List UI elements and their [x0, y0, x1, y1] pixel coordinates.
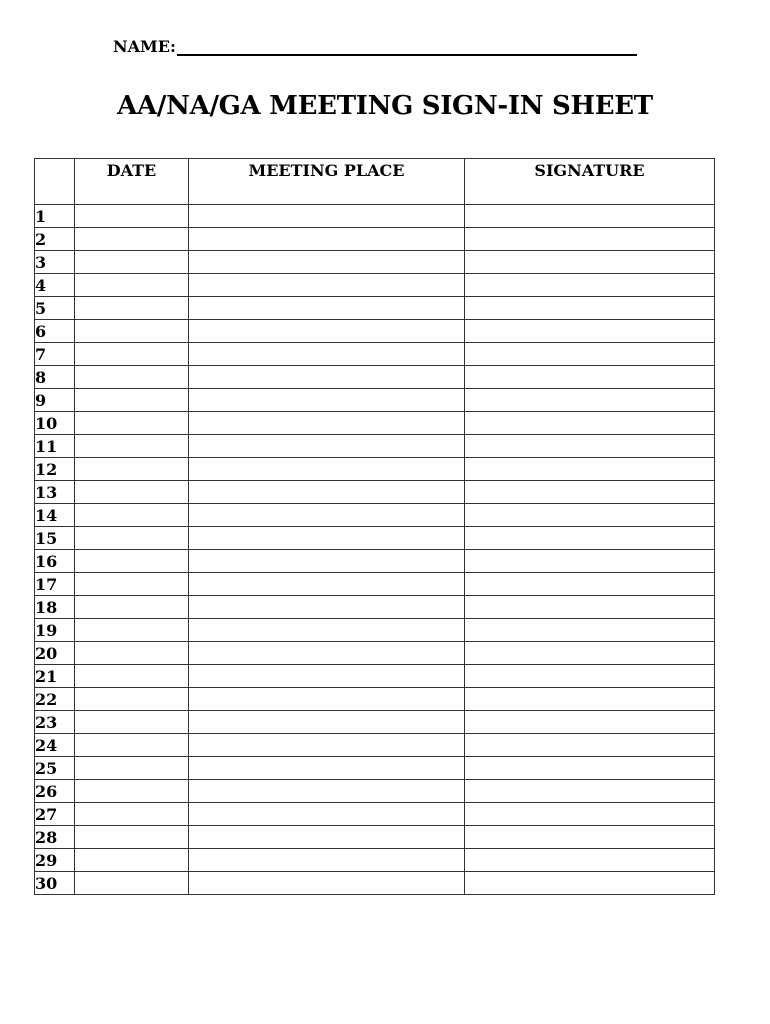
meeting-place-cell[interactable] — [189, 435, 465, 458]
signature-cell[interactable] — [465, 481, 715, 504]
meeting-place-cell[interactable] — [189, 642, 465, 665]
date-cell[interactable] — [75, 596, 189, 619]
table-body — [35, 205, 715, 895]
date-cell[interactable] — [75, 458, 189, 481]
signature-cell[interactable] — [465, 343, 715, 366]
row-number: 29 — [35, 849, 75, 872]
date-cell[interactable] — [75, 205, 189, 228]
meeting-place-cell[interactable] — [189, 228, 465, 251]
meeting-place-cell[interactable] — [189, 251, 465, 274]
signature-cell[interactable] — [465, 274, 715, 297]
row-number: 8 — [35, 366, 75, 389]
table-row — [35, 435, 715, 458]
meeting-place-cell[interactable] — [189, 619, 465, 642]
signature-cell[interactable] — [465, 320, 715, 343]
signature-cell[interactable] — [465, 550, 715, 573]
row-number: 3 — [35, 251, 75, 274]
meeting-place-cell[interactable] — [189, 504, 465, 527]
row-number: 14 — [35, 504, 75, 527]
meeting-place-cell[interactable] — [189, 826, 465, 849]
signature-cell[interactable] — [465, 711, 715, 734]
row-number: 19 — [35, 619, 75, 642]
row-number: 18 — [35, 596, 75, 619]
date-cell[interactable] — [75, 228, 189, 251]
meeting-place-cell[interactable] — [189, 297, 465, 320]
meeting-place-cell[interactable] — [189, 205, 465, 228]
table-row — [35, 274, 715, 297]
signature-cell[interactable] — [465, 458, 715, 481]
page-title: AA/NA/GA MEETING SIGN-IN SHEET — [117, 91, 653, 121]
date-cell[interactable] — [75, 412, 189, 435]
table-row — [35, 366, 715, 389]
row-number: 21 — [35, 665, 75, 688]
name-field — [113, 36, 637, 56]
signature-cell[interactable] — [465, 849, 715, 872]
meeting-place-cell[interactable] — [189, 389, 465, 412]
signature-cell[interactable] — [465, 435, 715, 458]
row-number: 26 — [35, 780, 75, 803]
table-row — [35, 619, 715, 642]
table-row — [35, 251, 715, 274]
date-cell[interactable] — [75, 826, 189, 849]
date-cell[interactable] — [75, 343, 189, 366]
date-cell[interactable] — [75, 711, 189, 734]
column-header-meeting-place: MEETING PLACE — [189, 159, 465, 205]
signature-cell[interactable] — [465, 872, 715, 895]
table-row — [35, 412, 715, 435]
meeting-place-cell[interactable] — [189, 366, 465, 389]
table-row — [35, 573, 715, 596]
row-number: 16 — [35, 550, 75, 573]
table-row — [35, 343, 715, 366]
signature-cell[interactable] — [465, 366, 715, 389]
row-number: 9 — [35, 389, 75, 412]
table-row — [35, 504, 715, 527]
table-row — [35, 205, 715, 228]
meeting-place-cell[interactable] — [189, 412, 465, 435]
row-number: 25 — [35, 757, 75, 780]
signature-cell[interactable] — [465, 757, 715, 780]
date-cell[interactable] — [75, 527, 189, 550]
table-row — [35, 642, 715, 665]
meeting-place-cell[interactable] — [189, 780, 465, 803]
row-number: 27 — [35, 803, 75, 826]
signature-cell[interactable] — [465, 228, 715, 251]
date-cell[interactable] — [75, 366, 189, 389]
meeting-place-cell[interactable] — [189, 458, 465, 481]
row-number: 30 — [35, 872, 75, 895]
signature-cell[interactable] — [465, 688, 715, 711]
meeting-place-cell[interactable] — [189, 596, 465, 619]
signature-cell[interactable] — [465, 251, 715, 274]
meeting-place-cell[interactable] — [189, 665, 465, 688]
table-row — [35, 849, 715, 872]
signature-cell[interactable] — [465, 389, 715, 412]
meeting-place-cell[interactable] — [189, 872, 465, 895]
signature-cell[interactable] — [465, 527, 715, 550]
signature-cell[interactable] — [465, 297, 715, 320]
date-cell[interactable] — [75, 274, 189, 297]
signature-cell[interactable] — [465, 734, 715, 757]
table-row — [35, 803, 715, 826]
date-cell[interactable] — [75, 642, 189, 665]
column-header-number — [35, 159, 75, 205]
meeting-place-cell[interactable] — [189, 343, 465, 366]
row-number: 5 — [35, 297, 75, 320]
date-cell[interactable] — [75, 504, 189, 527]
meeting-place-cell[interactable] — [189, 481, 465, 504]
table-row — [35, 665, 715, 688]
table-row — [35, 389, 715, 412]
table-row — [35, 228, 715, 251]
signature-cell[interactable] — [465, 504, 715, 527]
date-cell[interactable] — [75, 780, 189, 803]
date-cell[interactable] — [75, 573, 189, 596]
date-cell[interactable] — [75, 757, 189, 780]
date-cell[interactable] — [75, 389, 189, 412]
row-number: 23 — [35, 711, 75, 734]
sign-in-table — [34, 158, 715, 895]
signature-cell[interactable] — [465, 642, 715, 665]
row-number: 17 — [35, 573, 75, 596]
date-cell[interactable] — [75, 688, 189, 711]
meeting-place-cell[interactable] — [189, 803, 465, 826]
row-number: 22 — [35, 688, 75, 711]
row-number: 2 — [35, 228, 75, 251]
column-header-date: DATE — [75, 159, 189, 205]
meeting-place-cell[interactable] — [189, 274, 465, 297]
signature-cell[interactable] — [465, 596, 715, 619]
date-cell[interactable] — [75, 849, 189, 872]
signature-cell[interactable] — [465, 205, 715, 228]
table-row — [35, 481, 715, 504]
table-row — [35, 734, 715, 757]
meeting-place-cell[interactable] — [189, 320, 465, 343]
table-row — [35, 458, 715, 481]
meeting-place-cell[interactable] — [189, 688, 465, 711]
row-number: 6 — [35, 320, 75, 343]
meeting-place-cell[interactable] — [189, 734, 465, 757]
meeting-place-cell[interactable] — [189, 757, 465, 780]
row-number: 1 — [35, 205, 75, 228]
table-row — [35, 527, 715, 550]
signature-cell[interactable] — [465, 619, 715, 642]
name-blank-line[interactable] — [177, 36, 637, 56]
table-row — [35, 688, 715, 711]
table-header-row — [35, 159, 715, 205]
row-number: 4 — [35, 274, 75, 297]
row-number: 10 — [35, 412, 75, 435]
meeting-place-cell[interactable] — [189, 527, 465, 550]
date-cell[interactable] — [75, 803, 189, 826]
date-cell[interactable] — [75, 734, 189, 757]
signature-cell[interactable] — [465, 780, 715, 803]
table-row — [35, 757, 715, 780]
signature-cell[interactable] — [465, 826, 715, 849]
date-cell[interactable] — [75, 297, 189, 320]
meeting-place-cell[interactable] — [189, 550, 465, 573]
column-header-signature: SIGNATURE — [465, 159, 715, 205]
table-row — [35, 320, 715, 343]
row-number: 7 — [35, 343, 75, 366]
table-row — [35, 780, 715, 803]
table-row — [35, 297, 715, 320]
table-row — [35, 711, 715, 734]
date-cell[interactable] — [75, 435, 189, 458]
meeting-place-cell[interactable] — [189, 711, 465, 734]
signature-cell[interactable] — [465, 803, 715, 826]
date-cell[interactable] — [75, 619, 189, 642]
table-row — [35, 826, 715, 849]
date-cell[interactable] — [75, 481, 189, 504]
signature-cell[interactable] — [465, 573, 715, 596]
row-number: 24 — [35, 734, 75, 757]
signature-cell[interactable] — [465, 665, 715, 688]
date-cell[interactable] — [75, 665, 189, 688]
row-number: 28 — [35, 826, 75, 849]
row-number: 13 — [35, 481, 75, 504]
meeting-place-cell[interactable] — [189, 849, 465, 872]
row-number: 12 — [35, 458, 75, 481]
table-row — [35, 596, 715, 619]
date-cell[interactable] — [75, 550, 189, 573]
row-number: 11 — [35, 435, 75, 458]
table-row — [35, 550, 715, 573]
name-label: NAME: — [113, 37, 176, 56]
date-cell[interactable] — [75, 320, 189, 343]
date-cell[interactable] — [75, 251, 189, 274]
date-cell[interactable] — [75, 872, 189, 895]
signature-cell[interactable] — [465, 412, 715, 435]
row-number: 15 — [35, 527, 75, 550]
meeting-place-cell[interactable] — [189, 573, 465, 596]
row-number: 20 — [35, 642, 75, 665]
table-row — [35, 872, 715, 895]
